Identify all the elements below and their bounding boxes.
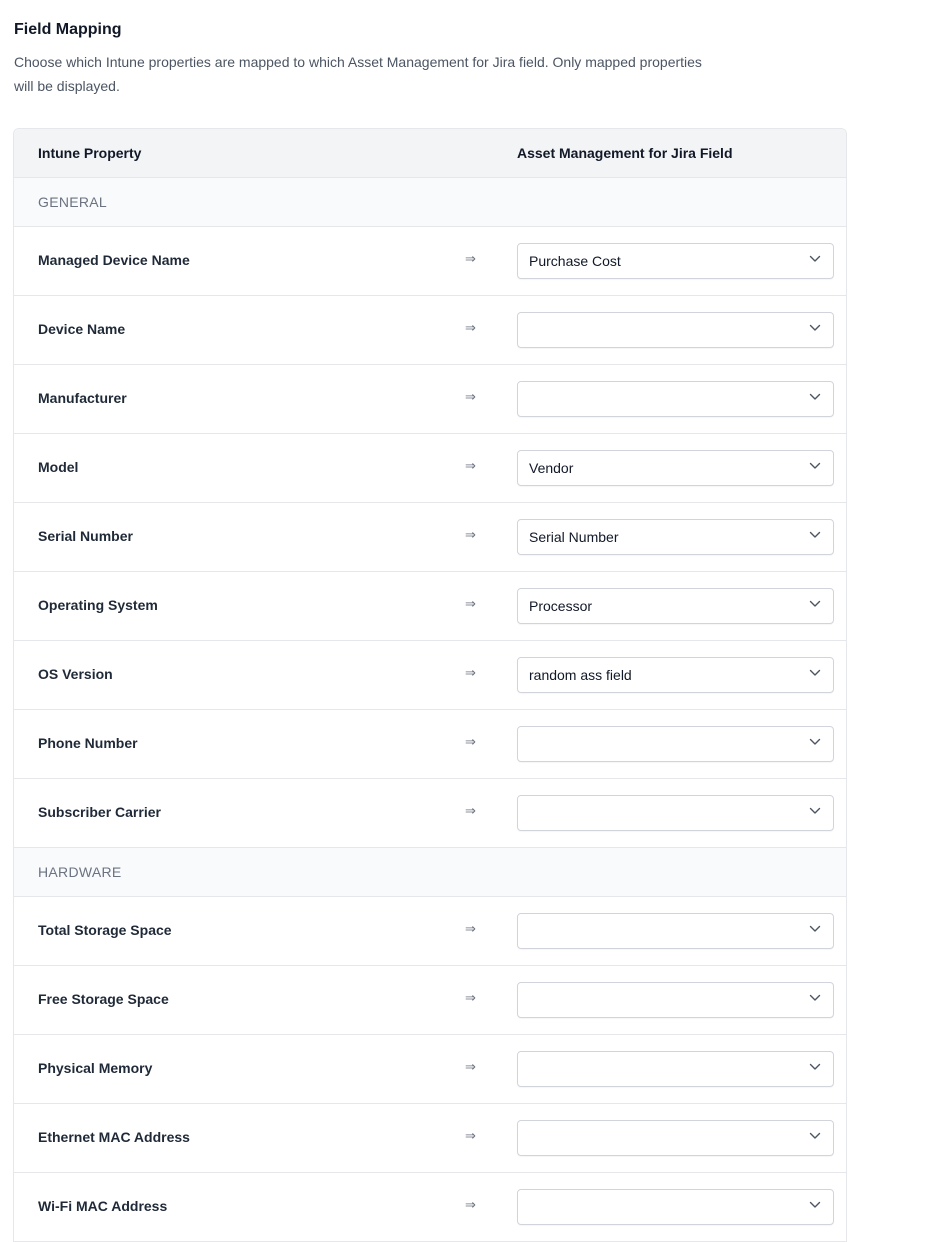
jira-field-select[interactable] (517, 1051, 834, 1087)
property-label: Managed Device Name (38, 252, 190, 268)
chevron-down-icon (809, 807, 821, 815)
jira-field-select[interactable] (517, 381, 834, 417)
selected-value: Purchase Cost (529, 253, 621, 269)
jira-field-select[interactable] (517, 588, 834, 624)
table-row (14, 1173, 846, 1242)
table-row (14, 1104, 846, 1173)
jira-field-select[interactable] (517, 982, 834, 1018)
selected-value: Processor (529, 598, 593, 614)
jira-field-select[interactable] (517, 795, 834, 831)
section-title: GENERAL (38, 194, 108, 210)
selected-value: Vendor (529, 460, 574, 476)
property-label: Wi-Fi MAC Address (38, 1198, 168, 1214)
double-arrow-right-icon: ⇒ (465, 527, 476, 542)
page-description: Choose which Intune properties are mapped to which Asset Management for Jira field. Only mapped properties will be displayed. (14, 54, 702, 94)
chevron-down-icon (809, 600, 821, 608)
table-row (14, 897, 846, 966)
double-arrow-right-icon: ⇒ (465, 734, 476, 749)
table-row (14, 227, 846, 296)
property-label: Device Name (38, 321, 126, 337)
double-arrow-right-icon: ⇒ (465, 921, 476, 936)
double-arrow-right-icon: ⇒ (465, 251, 476, 266)
property-label: Ethernet MAC Address (38, 1129, 190, 1145)
table-row (14, 966, 846, 1035)
table-row (14, 1035, 846, 1104)
chevron-down-icon (809, 462, 821, 470)
property-label: OS Version (38, 666, 113, 682)
property-label: Subscriber Carrier (38, 804, 161, 820)
jira-field-select[interactable] (517, 312, 834, 348)
table-row (14, 434, 846, 503)
property-label: Free Storage Space (38, 991, 169, 1007)
field-mapping-table (13, 128, 847, 1242)
property-label: Operating System (38, 597, 158, 613)
property-label: Manufacturer (38, 390, 127, 406)
jira-field-select[interactable] (517, 726, 834, 762)
table-row (14, 365, 846, 434)
double-arrow-right-icon: ⇒ (465, 990, 476, 1005)
chevron-down-icon (809, 393, 821, 401)
jira-field-select[interactable] (517, 1120, 834, 1156)
double-arrow-right-icon: ⇒ (465, 389, 476, 404)
double-arrow-right-icon: ⇒ (465, 1128, 476, 1143)
selected-value: random ass field (529, 667, 632, 683)
double-arrow-right-icon: ⇒ (465, 665, 476, 680)
table-row (14, 503, 846, 572)
table-body (14, 178, 846, 1242)
table-header (14, 129, 846, 178)
property-label: Model (38, 459, 79, 475)
property-label: Total Storage Space (38, 922, 172, 938)
table-row (14, 779, 846, 848)
property-label: Physical Memory (38, 1060, 153, 1076)
property-label: Phone Number (38, 735, 138, 751)
chevron-down-icon (809, 255, 821, 263)
column-header-intune-property: Intune Property (38, 145, 142, 161)
double-arrow-right-icon: ⇒ (465, 458, 476, 473)
table-row (14, 710, 846, 779)
chevron-down-icon (809, 925, 821, 933)
chevron-down-icon (809, 531, 821, 539)
jira-field-select[interactable] (517, 450, 834, 486)
jira-field-select[interactable] (517, 1189, 834, 1225)
table-row (14, 572, 846, 641)
chevron-down-icon (809, 324, 821, 332)
jira-field-select[interactable] (517, 913, 834, 949)
double-arrow-right-icon: ⇒ (465, 596, 476, 611)
double-arrow-right-icon: ⇒ (465, 803, 476, 818)
chevron-down-icon (809, 994, 821, 1002)
chevron-down-icon (809, 1132, 821, 1140)
double-arrow-right-icon: ⇒ (465, 1059, 476, 1074)
page-title: Field Mapping (14, 21, 122, 38)
chevron-down-icon (809, 669, 821, 677)
table-row (14, 641, 846, 710)
section-header (14, 178, 846, 227)
section-header (14, 848, 846, 897)
chevron-down-icon (809, 1063, 821, 1071)
property-label: Serial Number (38, 528, 133, 544)
jira-field-select[interactable] (517, 243, 834, 279)
selected-value: Serial Number (529, 529, 619, 545)
jira-field-select[interactable] (517, 519, 834, 555)
jira-field-select[interactable] (517, 657, 834, 693)
chevron-down-icon (809, 738, 821, 746)
section-title: HARDWARE (38, 864, 122, 880)
chevron-down-icon (809, 1201, 821, 1209)
double-arrow-right-icon: ⇒ (465, 320, 476, 335)
table-row (14, 296, 846, 365)
double-arrow-right-icon: ⇒ (465, 1197, 476, 1212)
column-header-jira-field: Asset Management for Jira Field (517, 145, 733, 161)
